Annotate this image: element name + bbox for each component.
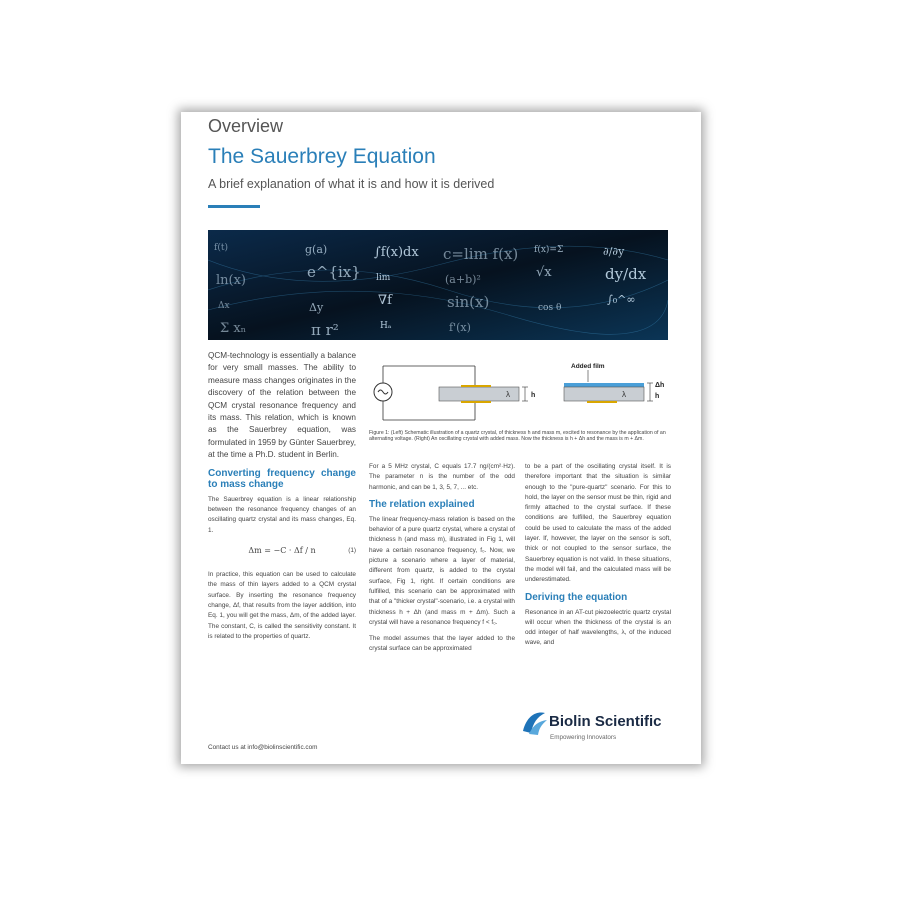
banner-formula: Hₐ [380,321,392,331]
banner-formula: ∫f(x)dx [374,245,419,260]
paragraph-linear-relation: The Sauerbrey equation is a linear relationship between the resonance frequency changes of an oscillating quartz crystal and its mass changes, Eq. 1. [208,495,356,534]
lambda-label-right: λ [622,390,626,399]
document-title: The Sauerbrey Equation [208,145,436,168]
banner-formula: lim [376,273,391,283]
added-film-layer [564,383,644,387]
equation-text: Δm = −C · Δf / n [248,545,316,555]
column-3 [525,462,671,655]
banner-formula: c=lim f(x) [443,245,519,263]
banner-formula: (a+b)² [445,273,481,286]
math-banner-image [208,230,668,340]
contact-line: Contact us at info@biolinscientific.com [208,744,318,751]
banner-formula: ∫₀^∞ [607,293,636,306]
banner-formula: dy/dx [605,265,647,283]
document-subtitle: A brief explanation of what it is and how it is derived [208,177,495,191]
paragraph-model: The model assumes that the layer added to the crystal surface can be approximated [369,635,515,653]
paragraph-resonance: Resonance in an AT-cut piezoelectric quartz crystal will occur when the thickness of the crystal is an odd integer of half wavelengths, λ, of the induced wave, and [525,608,671,647]
section-label: Overview [208,116,284,136]
banner-formula: g(a) [305,243,328,256]
banner-formula: π r² [311,321,339,339]
brand-tagline: Empowering Innovators [550,734,617,741]
h-label-right: h [655,393,660,400]
heading-converting: Converting frequency change to mass change [208,467,356,490]
banner-formula: cos θ [538,303,562,313]
figure-caption: Figure 1: (Left) Schematic illustration of a quartz crystal, of thickness h and mass m, excited to resonance by the application of an alternating voltage. (Right) An oscillating crystal with added mass. Now the thickness is h + Δh and the mass is m + Δm. [369,430,666,443]
title-rule [208,205,260,208]
banner-formula: Δy [309,301,324,314]
dh-label: Δh [655,382,665,389]
banner-formula: ∇f [378,293,392,308]
math-banner-art [208,230,668,340]
banner-formula: sin(x) [447,293,490,311]
paragraph-5mhz: For a 5 MHz crystal, C equals 17.7 ng/(cm²·Hz). The parameter n is the number of the odd harmonic, and can be 1, 3, 5, 7, ... etc. [369,463,515,491]
banner-formula: Σ xₙ [220,321,247,336]
biolin-logo-icon [519,707,549,737]
column-1 [208,350,356,648]
banner-formula: f(x)=Σ [534,245,564,255]
paragraph-in-practice: In practice, this equation can be used to calculate the mass of thin layers added to a QCM crystal surface. By inserting the resonance frequency change, Δf, that results from the layer addition, into Eq. 1, you will get the mass, Δm, of the added layer. The constant, C, is called the sensitivity constant. It is related to the properties of quartz. [208,571,356,640]
biolin-logo [519,707,671,747]
column-2 [369,462,515,661]
equation-number: (1) [348,546,356,554]
added-film-label: Added film [571,363,605,370]
brand-name: Biolin Scientific [549,713,662,730]
banner-formula: e^{ix} [307,263,361,281]
document-page [181,112,701,764]
heading-relation-explained: The relation explained [369,498,475,510]
crystal-schematic [369,358,674,428]
banner-formula: f(t) [214,243,228,253]
banner-formula: ln(x) [216,273,247,288]
intro-paragraph: QCM-technology is essentially a balance for very small masses. The ability to measure mass changes originates in the discovery of the relation between the QCM crystal resonance frequency and its mass. This relation, which is known as the Sauerbrey equation, was formulated in 1959 by Günter Sauerbrey, at the time a Ph.D. student in Berlin. [208,351,356,460]
banner-formula: ∂/∂y [603,245,625,258]
figure-1 [369,358,674,428]
banner-formula: Δx [218,301,230,311]
lambda-label-left: λ [506,390,510,399]
sauerbrey-equation [208,546,356,556]
heading-deriving: Deriving the equation [525,591,628,603]
paragraph-oscillating: to be a part of the oscillating crystal itself. It is therefore important that the situation is similar enough to the "pure-quartz" scenario. For this to hold, the layer on the sensor must be thin, rigid and firmly attached to the crystal surface. If these conditions are fulfilled, the Sauerbrey equation could be used to calculate the mass of the added layer. If, however, the layer on the sensor is soft, thick or not coupled to the sensor surface, the Sauerbrey equation is not valid. In these situations, the model will fail, and the calculated mass will be underestimated. [525,463,671,584]
banner-formula: f'(x) [449,321,471,334]
paragraph-relation: The linear frequency-mass relation is based on the behavior of a pure quartz crystal, where a crystal of thickness h (and mass m), illustrated in Fig 1, will have a certain resonance frequency, f₀. Now, we picture a scenario where a layer of material, different from quartz, is added to the crystal surface, Fig 1, right. If certain conditions are fulfilled, this scenario can be approximated with that of a "thicker crystal"-scenario, i.e. a crystal with thickness h + Δh (and mass m + Δm). Such a crystal will have a resonance frequency f < f₀. [369,515,515,626]
h-label-left: h [531,392,536,399]
banner-formula: √x [536,265,552,280]
